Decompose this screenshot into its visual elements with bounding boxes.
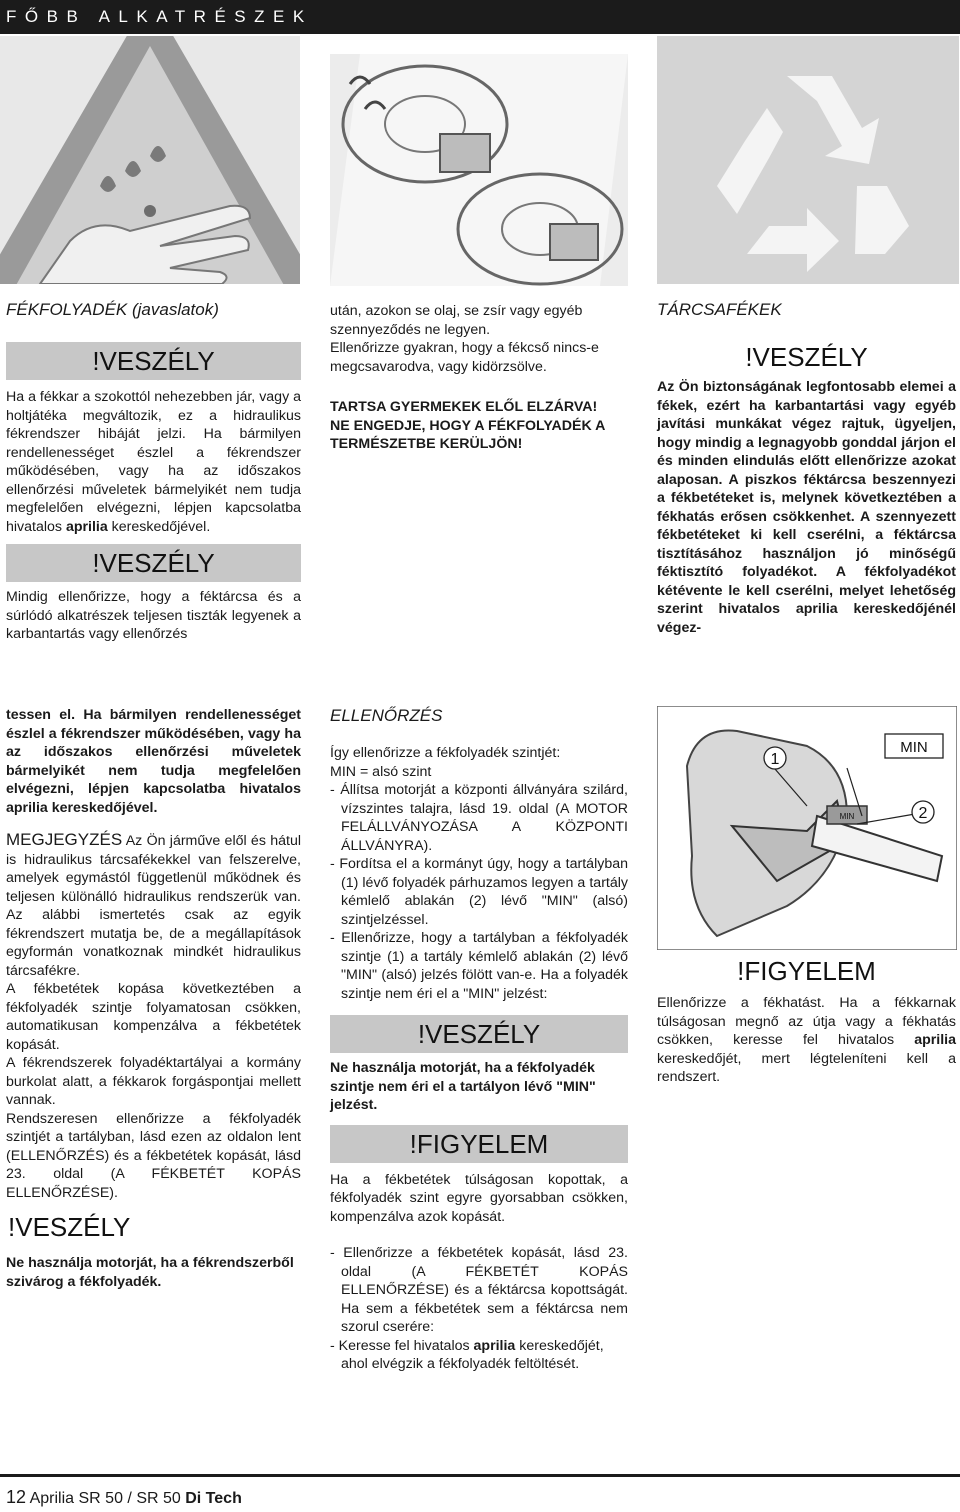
hazard-warning-image	[0, 36, 300, 284]
warning-heading: !VESZÉLY	[8, 1212, 131, 1242]
warning-box: !VESZÉLY	[6, 342, 301, 380]
check-intro: Így ellenőrizze a fékfolyadék szintjét:	[330, 745, 561, 761]
footer-brand: Aprilia	[29, 1490, 75, 1507]
brake-disc-image	[330, 54, 628, 286]
reservoir-location-paragraph: A fékrendszerek folyadéktartályai a kormány burkolat alatt, a fékkarok forgáspontjai mellett vannak.	[6, 1055, 301, 1108]
footer-text	[6, 1487, 242, 1508]
leak-warning: Ne használja motorját, ha a fékrendszerből szivárog a fékfolyadék.	[6, 1255, 294, 1290]
brake-reservoir-illustration	[657, 706, 957, 950]
text-segment: kereskedőjét, ahol elvégzik a fékfolyadék feltöltését.	[341, 1337, 604, 1372]
pad-wear-paragraph: A fékbetétek kopása következtében a fékfolyadék szintje folyamatosan csökken, automatikusan kompenzálva a fékbetétek kopását.	[6, 981, 301, 1053]
section-header-title: FŐBB ALKATRÉSZEK	[6, 7, 313, 26]
warning-heading: !VESZÉLY	[745, 342, 868, 372]
column-brake-fluid-cont	[330, 302, 628, 454]
footer-variant: Di Tech	[185, 1490, 242, 1507]
disc-brakes-paragraph: Az Ön biztonságának legfontosabb elemei a fékek, ezért ha karbantartási vagy egyéb javítási munkákat végez rajtuk, ügyeljen, hogy mindig a legnagyobb gonddal járjon el és minden elindulás előtt ellenőrizze azokat alaposan. A piszkos féktárcsa beszennyezi a fékbetéteket is, melynek következtében a fékhatás erősen csökkenhet. A szennyezett fékbetéteket ki kell cserélni, a féktárcsa tisztításához használjon jó minőségű féktisztító folyadékot. A fékfolyadékot kétévente le kell cserélni, melyet lehetőség szerint hivatalos aprilia kereskedőjénél végez-	[657, 379, 956, 636]
text-segment: Ellenőrizze a fékhatást. Ha a fékkarnak túlságosan megnő az útja vagy a fékhatás csökken, keresse fel hivatalos	[657, 995, 956, 1048]
list-item	[330, 1337, 628, 1374]
column-note	[6, 706, 301, 1291]
caution-heading: !FIGYELEM	[737, 956, 876, 986]
list-item: - Ellenőrizze a fékbetétek kopását, lásd 23. oldal (A FÉKBETÉT KOPÁS ELLENŐRZÉSE) és a féktárcsa kopottságát. Ha sem a fékbetétek sem a féktárcsa nem szorul cserére:	[330, 1245, 628, 1335]
hose-check-paragraph: Ellenőrizze gyakran, hogy a fékcső nincs-e megcsavarodva, vagy kidörzsölve.	[330, 340, 599, 375]
note-paragraph	[6, 831, 301, 980]
child-warning: TARTSA GYERMEKEK ELŐL ELZÁRVA!	[330, 399, 598, 415]
caution-paragraph: Ha a fékbetétek túlságosan kopottak, a fékfolyadék szint egyre gyorsabban csökken, kompenzálva azok kopását.	[330, 1171, 628, 1225]
disc-clean-paragraph: Mindig ellenőrizze, hogy a féktárcsa és a súrlódó alkatrészek teljesen tiszták legyenek a karbantartás vagy ellenőrzés	[6, 589, 301, 642]
text-segment: Az Ön járműve elől és hátul is hidraulikus tárcsafékekkel van felszerelve, amelyek egymástól függetlenül működnek és teljesen különálló hidraulikus rendszerük van. Az alábbi ismertetés csak az egyik fékrendszert mutatja be, de a megállapítások egyformán vonatkoznak mindkét hidraulikus tárcsafékre.	[6, 833, 301, 979]
brand-name: aprilia	[65, 518, 108, 535]
environment-warning: NE ENGEDJE, HOGY A FÉKFOLYADÉK A TERMÉSZETBE KERÜLJÖN!	[330, 417, 605, 452]
column-disc-brakes	[657, 300, 956, 637]
brand-name: aprilia	[914, 1032, 956, 1048]
page-number: 12	[6, 1487, 27, 1507]
recycle-image	[657, 36, 959, 284]
min-legend: MIN = alsó szint	[330, 763, 432, 780]
text-segment: Ha a fékkar a szokottól nehezebben jár, vagy a holtjátéka megváltozik, ez a hidraulikus fékrendszer hibáját jelzi. Ha bármilyen rendellenességet észlel a fékrendszer működésében, vagy ha az időszakos ellenőrzési műveletek bármelyikét nem tudja megfelelően elvégezni, lépjen kapcsolatba hivatalos	[6, 389, 301, 535]
warning-box: !VESZÉLY	[6, 544, 301, 582]
caution-box: !FIGYELEM	[330, 1125, 628, 1163]
text-segment: kereskedőjével.	[107, 518, 211, 535]
min-label: MIN	[900, 739, 928, 756]
column-check	[330, 706, 628, 1374]
list-item: - Fordítsa el a kormányt úgy, hogy a tartályban (1) lévő folyadék párhuzamos legyen a tartály kémlelő ablakán (2) lévő "MIN" (alsó) szintjelzéssel.	[330, 856, 628, 928]
text-segment: kereskedőjét, mert légteleníteni kell a rendszert.	[657, 1050, 956, 1085]
list-item: - Állítsa motorját a központi állványára szilárd, vízszintes talajra, lásd 19. oldal (A MOTOR FELÁLLVÁNYOZÁSA A KÖZPONTI ÁLLVÁNYRA).	[330, 782, 628, 854]
brake-fluid-paragraph	[6, 388, 301, 536]
note-heading: MEGJEGYZÉS	[6, 830, 123, 849]
min-level-warning: Ne használja motorját, ha a fékfolyadék szintje nem éri el a tartályon lévő "MIN" jelzést.	[330, 1060, 596, 1113]
text-segment: - Keresse fel hivatalos	[330, 1337, 474, 1354]
regular-check-paragraph: Rendszeresen ellenőrizze a fékfolyadék szintjét a tartályban, lásd ezen az oldalon lent (ELLENŐRZÉS) és a fékbetétek kopását, lásd 23. oldal (A FÉKBETÉT KOPÁS ELLENŐRZÉSE).	[6, 1110, 301, 1201]
header-bar	[0, 0, 960, 34]
column-brake-fluid	[6, 300, 301, 644]
list-item: - Ellenőrizze, hogy a tartályban a fékfolyadék szintje (1) a tartály kémlelő ablakán (2) lévő "MIN" (alsó) jelzés fölött van-e. Ha a folyadék szintje nem éri el a "MIN" jelzést:	[330, 930, 628, 1002]
contamination-paragraph: után, azokon se olaj, se zsír vagy egyéb szennyeződés ne legyen.	[330, 303, 583, 338]
brake-reservoir-figure	[657, 706, 957, 950]
page-footer	[0, 1474, 960, 1512]
check-title: ELLENŐRZÉS	[330, 706, 443, 725]
brake-effect-paragraph	[657, 994, 956, 1087]
callout-1: 1	[770, 751, 780, 768]
column-caution	[657, 952, 956, 1087]
brand-name: aprilia	[473, 1337, 516, 1354]
min-small-label: MIN	[839, 812, 855, 821]
corrosive-hand-icon	[0, 36, 300, 284]
disc-brakes-title: TÁRCSAFÉKEK	[657, 300, 782, 319]
dealer-contact-paragraph: tessen el. Ha bármilyen rendellenességet észlel a fékrendszer működésében, vagy ha az időszakos ellenőrzési műveletek bármelyikét nem tudja megfelelően elvégezni, lépjen kapcsolatba hivatalos aprilia kereskedőjével.	[6, 707, 301, 816]
recycle-icon	[657, 36, 959, 284]
brake-disc-icon	[330, 54, 628, 286]
callout-2: 2	[918, 805, 928, 822]
brake-fluid-title: FÉKFOLYADÉK (javaslatok)	[6, 300, 219, 319]
warning-box: !VESZÉLY	[330, 1015, 628, 1053]
footer-model: SR 50 / SR 50	[74, 1490, 186, 1507]
